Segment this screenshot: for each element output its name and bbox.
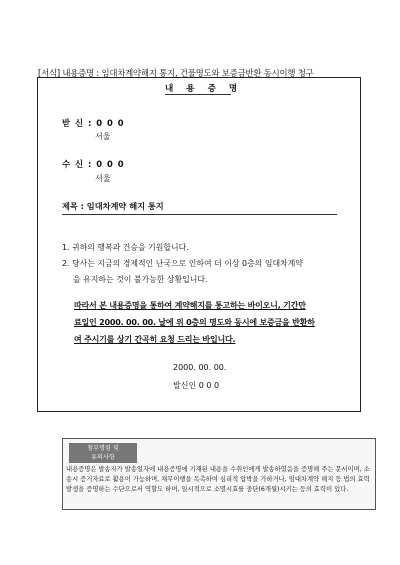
termination-line-2: 료일인 2000. 00. 00. 날에 위 0층의 명도와 동시에 보증금을 반환하 <box>74 318 315 327</box>
item-2-continued: 을 유지하는 것이 불가능한 상황입니다. <box>73 275 208 284</box>
sender-address: 서울 <box>95 174 111 183</box>
notice-tag-line-2: 유의사항 <box>91 453 115 461</box>
item-1: 1. 귀하의 행복과 건승을 기원합니다. <box>62 243 189 252</box>
title-underline <box>165 94 231 95</box>
subject-line: 제목 : 임대차계약 해지 통지 <box>62 201 164 211</box>
termination-line-3: 여 주시기를 상기 간곡히 요청 드리는 바입니다. <box>74 335 236 344</box>
termination-paragraph <box>74 297 315 348</box>
subject-divider <box>62 214 337 215</box>
notice-tag-line-1: 첨부명령 및 <box>87 445 119 452</box>
notice-text: 내용증명은 발송자가 발송일자에 내용증명에 기재된 내용을 수취인에게 발송하였음을 증명해 주는 문서이며, 소송시 증거자료로 활용이 가능하며, 채무이행을 독촉하여 심리적 압박을 가하거나, 임대차계약 해지 등 법의 효력발생을 증명하는 수단으로서 역할도 하며, 일시적으로 소멸시효를 중단(6개월)시키는 등의 효력이 있다. <box>66 466 370 493</box>
document-title: 내 용 증 명 <box>165 84 243 94</box>
recipient-address: 서울 <box>95 132 111 141</box>
sender-label: 수 신 : 0 0 0 <box>62 159 125 169</box>
termination-line-1: 따라서 본 내용증명을 통하여 계약해지를 통고하는 바이오니, 기간만 <box>74 301 306 310</box>
item-2: 2. 당사는 지금의 경제적인 난국으로 인하여 더 이상 0층의 임대차계약 <box>62 259 303 268</box>
signature-line: 발신인 0 0 0 <box>173 381 220 390</box>
document-date: 2000. 00. 00. <box>173 363 227 372</box>
document-caption: [서식] 내용증명 : 임대차계약해지 통지, 건물명도와 보증금반환 동시이행 청구 <box>38 68 314 78</box>
notice-tag <box>69 443 137 463</box>
recipient-label: 받 신 : 0 0 0 <box>62 118 125 128</box>
